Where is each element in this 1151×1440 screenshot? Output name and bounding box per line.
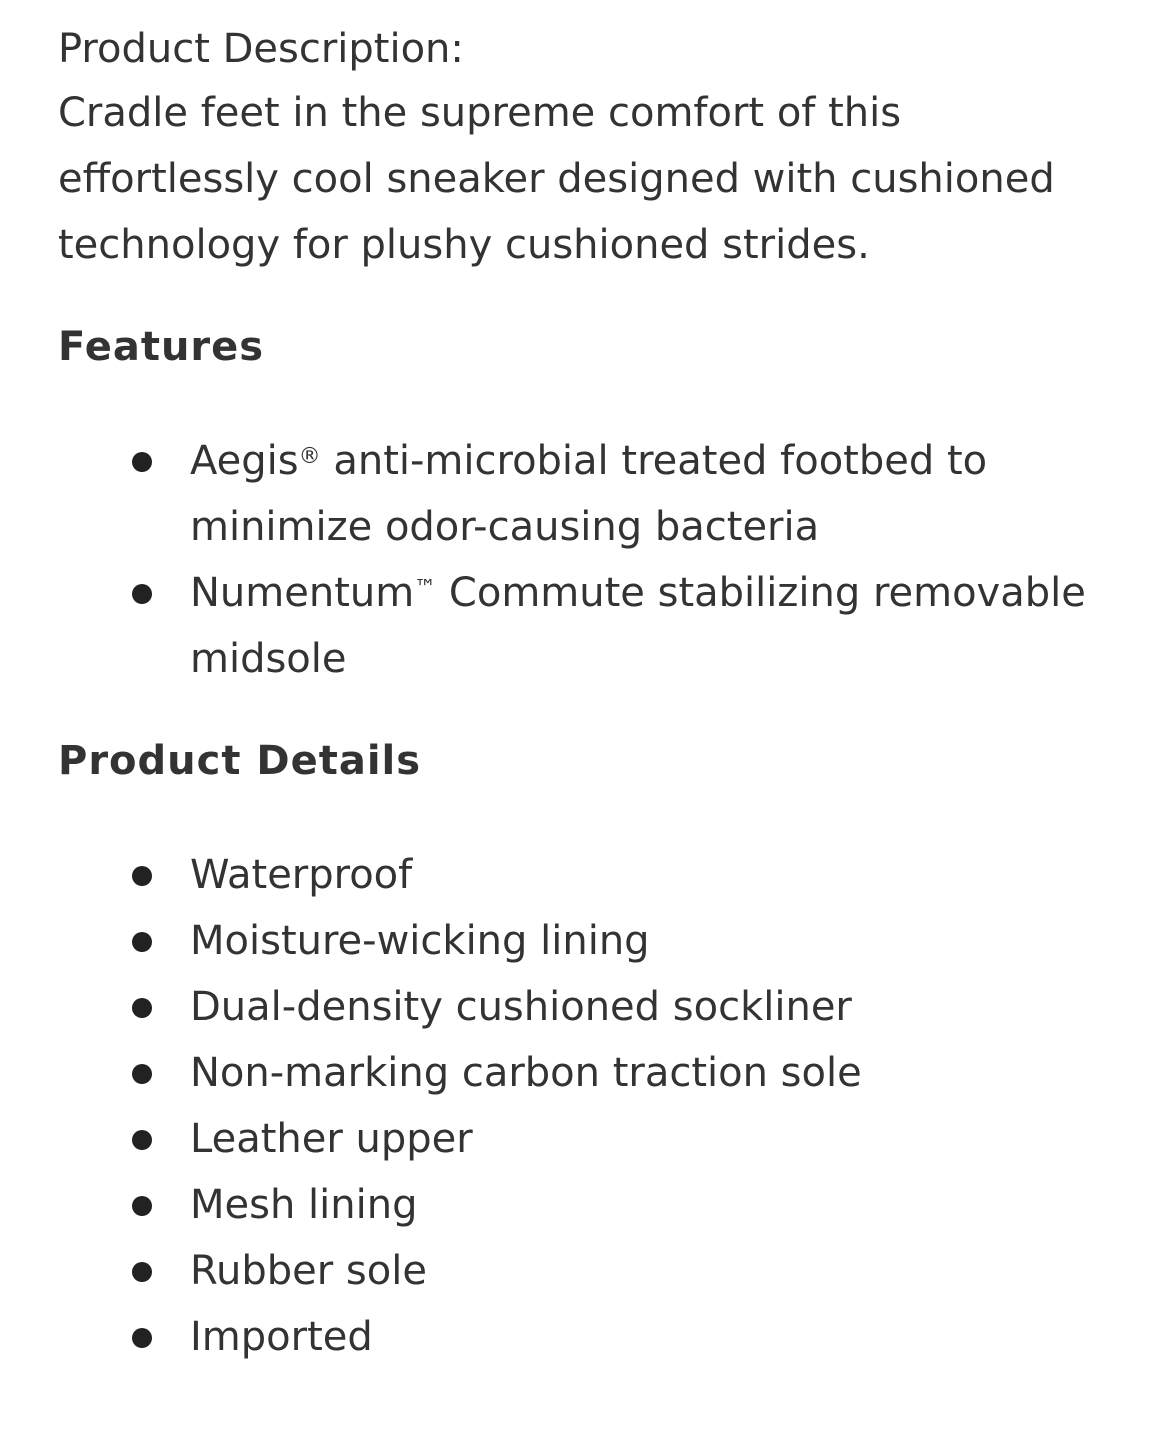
detail-item [58, 1304, 1118, 1370]
feature-item [58, 560, 1118, 692]
product-description-text: Cradle feet in the supreme comfort of this effortlessly cool sneaker designed with cushioned technology for plushy cushioned strides. [58, 90, 1055, 268]
detail-text: Imported [190, 1314, 373, 1360]
feature-brand: Aegis [190, 438, 299, 484]
bullet-dot-icon [132, 584, 152, 604]
detail-text: Mesh lining [190, 1182, 418, 1228]
feature-text: anti-microbial treated footbed to minimize odor-causing bacteria [190, 438, 988, 550]
registered-mark: ® [298, 444, 321, 469]
bullet-dot-icon [132, 866, 152, 886]
features-list [58, 428, 1118, 692]
detail-text: Non-marking carbon traction sole [190, 1050, 862, 1096]
bullet-dot-icon [132, 1130, 152, 1150]
detail-item [58, 1106, 1118, 1172]
bullet-dot-icon [132, 1064, 152, 1084]
product-info-content [58, 18, 1118, 1370]
detail-item [58, 1040, 1118, 1106]
features-heading: Features [58, 324, 265, 370]
detail-item [58, 1172, 1118, 1238]
trademark-mark: ™ [414, 576, 437, 601]
bullet-dot-icon [132, 932, 152, 952]
feature-text: Commute stabilizing removable midsole [190, 570, 1086, 682]
detail-text: Waterproof [190, 852, 413, 898]
product-details-list [58, 842, 1118, 1370]
bullet-dot-icon [132, 1262, 152, 1282]
detail-item [58, 1238, 1118, 1304]
detail-item [58, 842, 1118, 908]
bullet-dot-icon [132, 1328, 152, 1348]
detail-text: Dual-density cushioned sockliner [190, 984, 852, 1030]
detail-item [58, 908, 1118, 974]
feature-item [58, 428, 1118, 560]
detail-text: Leather upper [190, 1116, 473, 1162]
product-details-heading: Product Details [58, 738, 422, 784]
bullet-dot-icon [132, 452, 152, 472]
product-description-heading: Product Description: [58, 26, 464, 72]
bullet-dot-icon [132, 998, 152, 1018]
detail-item [58, 974, 1118, 1040]
feature-brand: Numentum [190, 570, 415, 616]
detail-text: Rubber sole [190, 1248, 427, 1294]
detail-text: Moisture-wicking lining [190, 918, 650, 964]
bullet-dot-icon [132, 1196, 152, 1216]
